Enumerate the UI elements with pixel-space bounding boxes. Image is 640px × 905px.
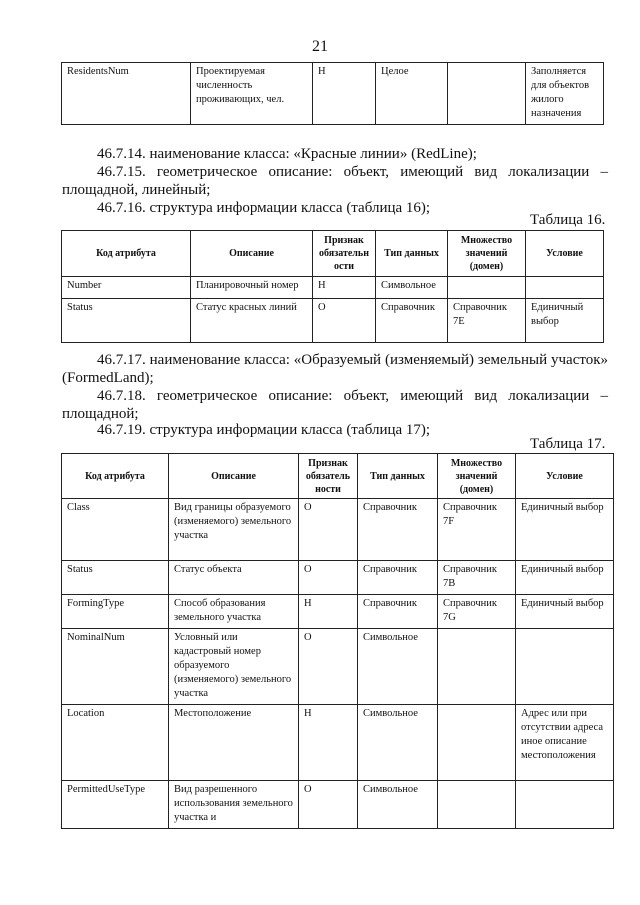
table-row: [62, 499, 614, 561]
cell: Справочник 7В: [438, 561, 516, 595]
paragraph-46-7-16: 46.7.16. структура информации класса (таблица 16);: [97, 200, 431, 216]
paragraph-46-7-14: 46.7.14. наименование класса: «Красные линии» (RedLine);: [97, 146, 477, 162]
column-header: Код атрибута: [62, 454, 169, 499]
table-row: [62, 629, 614, 705]
paragraph-46-7-15-cont: площадной, линейный;: [62, 182, 211, 198]
cell: [448, 63, 526, 125]
cell: Справочник: [358, 561, 438, 595]
column-header: Множество значений (домен): [448, 231, 526, 277]
paragraph-46-7-18-cont: площадной;: [62, 406, 139, 422]
cell: [438, 705, 516, 781]
paragraph-46-7-19: 46.7.19. структура информации класса (таблица 17);: [97, 422, 431, 438]
column-header: Описание: [191, 231, 313, 277]
table-header-row: [62, 454, 614, 499]
cell: Символьное: [358, 781, 438, 829]
cell: Символьное: [358, 629, 438, 705]
cell: Проектируемая численность проживающих, чел.: [191, 63, 313, 125]
table-row: [62, 561, 614, 595]
column-header: Признак обязатель ности: [299, 454, 358, 499]
cell: Status: [62, 561, 169, 595]
table16-caption: Таблица 16.: [530, 212, 606, 228]
paragraph-46-7-17: 46.7.17. наименование класса: «Образуемый (изменяемый) земельный участок»: [97, 352, 608, 368]
cell: О: [313, 299, 376, 343]
paragraph-46-7-18: 46.7.18. геометрическое описание: объект, имеющий вид локализации –: [97, 388, 608, 404]
cell: Н: [313, 63, 376, 125]
cell: Планировочный номер: [191, 277, 313, 299]
cell: Символьное: [376, 277, 448, 299]
cell: Н: [299, 595, 358, 629]
table-row: [62, 299, 604, 343]
cell: Условный или кадастровый номер образуемого (изменяемого) земельного участка: [169, 629, 299, 705]
cell: Местоположение: [169, 705, 299, 781]
paragraph-46-7-17-cont: (FormedLand);: [62, 370, 154, 386]
table-row: [62, 595, 614, 629]
table-row: [62, 705, 614, 781]
cell: Справочник 7G: [438, 595, 516, 629]
cell: ResidentsNum: [62, 63, 191, 125]
cell: Способ образования земельного участка: [169, 595, 299, 629]
cell: Справочник: [358, 595, 438, 629]
cell: О: [299, 561, 358, 595]
cell: [526, 277, 604, 299]
table-row: [62, 781, 614, 829]
cell: Целое: [376, 63, 448, 125]
cell: Н: [299, 705, 358, 781]
table17-caption: Таблица 17.: [530, 436, 606, 452]
cell: Символьное: [358, 705, 438, 781]
cell: Адрес или при отсутствии адреса иное описание местоположения: [516, 705, 614, 781]
column-header: Тип данных: [358, 454, 438, 499]
cell: Заполняется для объектов жилого назначения: [526, 63, 604, 125]
column-header: Тип данных: [376, 231, 448, 277]
column-header: Множество значений (домен): [438, 454, 516, 499]
column-header: Описание: [169, 454, 299, 499]
cell: О: [299, 781, 358, 829]
cell: NominalNum: [62, 629, 169, 705]
cell: PermittedUseType: [62, 781, 169, 829]
table-header-row: [62, 231, 604, 277]
cell: [448, 277, 526, 299]
table-row: [62, 277, 604, 299]
cell: О: [299, 499, 358, 561]
cell: [516, 781, 614, 829]
cell: [438, 781, 516, 829]
cell: Статус объекта: [169, 561, 299, 595]
cell: Вид границы образуемого (изменяемого) земельного участка: [169, 499, 299, 561]
table-row: [62, 63, 604, 125]
cell: Status: [62, 299, 191, 343]
cell: Вид разрешенного использования земельного участка и: [169, 781, 299, 829]
column-header: Условие: [516, 454, 614, 499]
paragraph-46-7-15: 46.7.15. геометрическое описание: объект, имеющий вид локализации –: [97, 164, 608, 180]
cell: Справочник: [358, 499, 438, 561]
cell: Справочник: [376, 299, 448, 343]
cell: Единичный выбор: [516, 499, 614, 561]
cell: Единичный выбор: [526, 299, 604, 343]
cell: Number: [62, 277, 191, 299]
column-header: Код атрибута: [62, 231, 191, 277]
cell: Единичный выбор: [516, 561, 614, 595]
cell: Class: [62, 499, 169, 561]
table-continued: [61, 62, 604, 125]
cell: Location: [62, 705, 169, 781]
cell: Н: [313, 277, 376, 299]
cell: О: [299, 629, 358, 705]
cell: Справочник 7Е: [448, 299, 526, 343]
cell: Статус красных линий: [191, 299, 313, 343]
page-number: 21: [312, 38, 328, 55]
column-header: Признак обязательн ости: [313, 231, 376, 277]
cell: [438, 629, 516, 705]
cell: FormingType: [62, 595, 169, 629]
cell: Единичный выбор: [516, 595, 614, 629]
cell: Справочник 7F: [438, 499, 516, 561]
table17: [61, 453, 614, 829]
cell: [516, 629, 614, 705]
table16: [61, 230, 604, 343]
column-header: Условие: [526, 231, 604, 277]
